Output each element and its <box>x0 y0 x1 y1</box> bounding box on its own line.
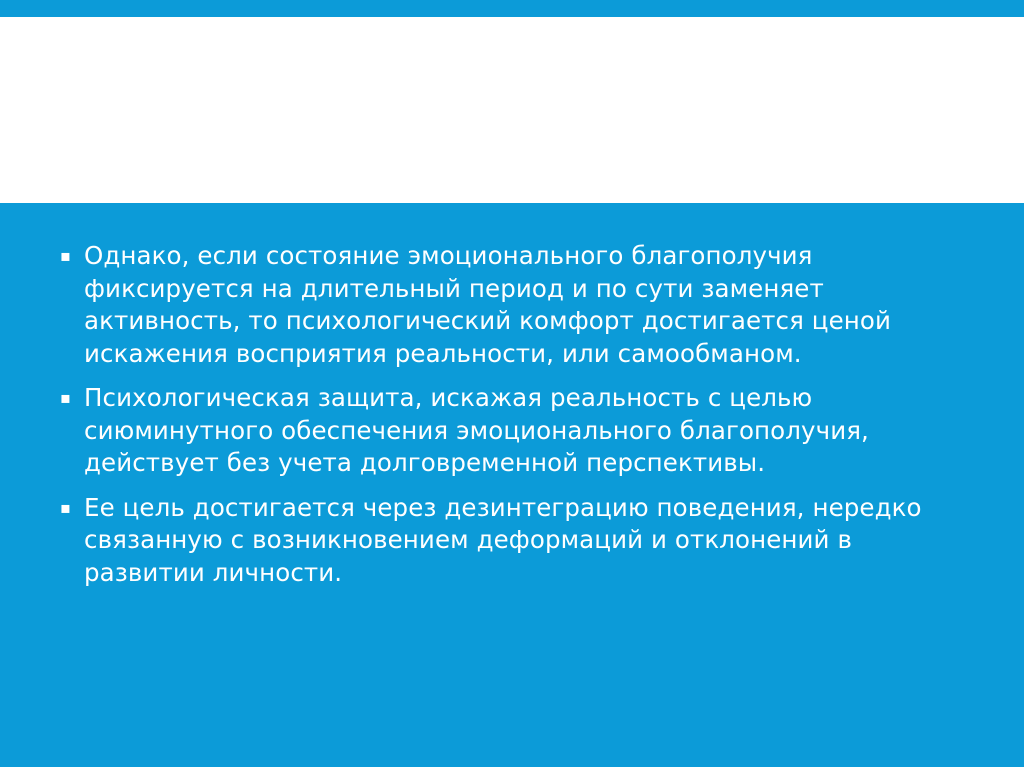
bullet-list <box>60 240 940 601</box>
title-area <box>0 17 1024 203</box>
bullet-item <box>60 240 940 370</box>
top-accent-band <box>0 0 1024 17</box>
square-bullet-icon: ▪ <box>60 388 71 407</box>
bullet-text: Однако, если состояние эмоционального благополучия фиксируется на длительный период и по сути заменяет активность, то психологический комфорт достигается ценой искажения восприятия реальности, или самообманом. <box>84 241 891 368</box>
bullet-item <box>60 382 940 480</box>
bullet-item <box>60 492 940 590</box>
square-bullet-icon: ▪ <box>60 497 71 517</box>
bullet-text: Ее цель достигается через дезинтеграцию поведения, нередко связанную с возникновением деформаций и отклонений в развитии личности. <box>84 492 922 587</box>
bullet-text: Психологическая защита, искажая реальность с целью сиюминутного обеспечения эмоционального благополучия, действует без учета долговременной перспективы. <box>84 383 869 477</box>
square-bullet-icon: ▪ <box>60 246 71 265</box>
